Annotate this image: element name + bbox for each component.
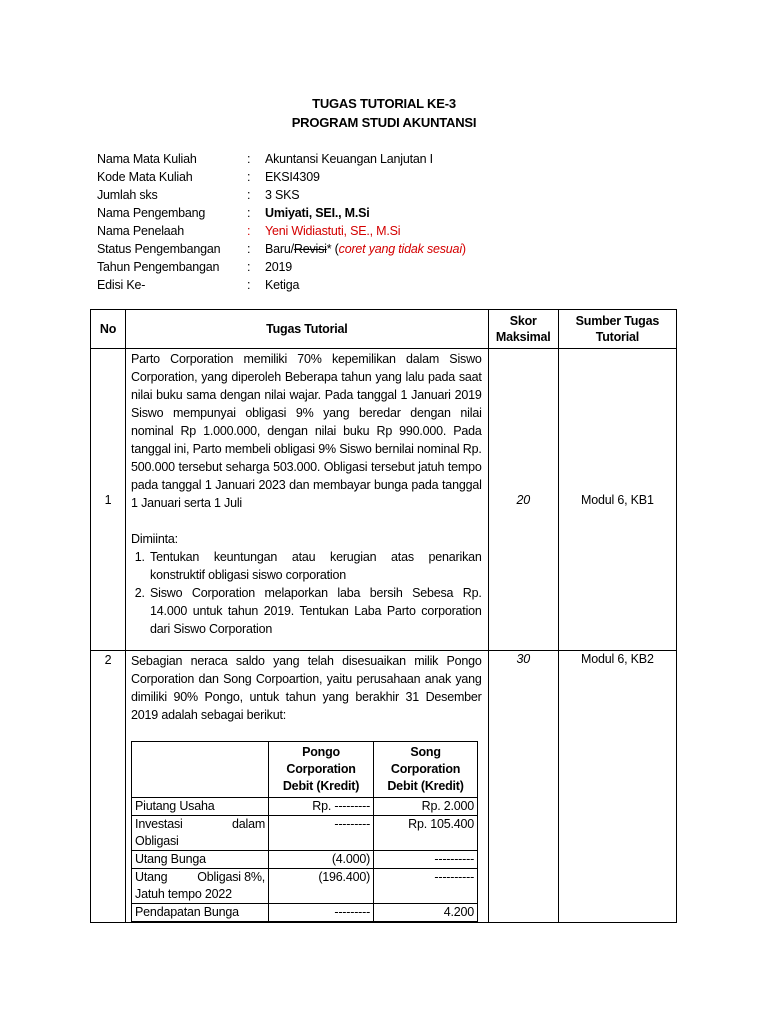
table-row	[132, 904, 478, 922]
pongo-value: ---------	[269, 816, 374, 851]
status-note: coret yang tidak sesuai	[338, 242, 462, 256]
table-row	[132, 798, 478, 816]
info-label: Jumlah sks	[97, 188, 158, 202]
status-revision-struck: Revisi	[293, 242, 327, 256]
account-label-part: Obligasi 8%,	[197, 870, 266, 884]
task-ask: Dimiinta:	[131, 532, 178, 546]
account-label	[132, 869, 269, 904]
table-row	[91, 651, 677, 923]
info-row-course-code	[97, 168, 466, 186]
info-label: Nama Pengembang	[97, 206, 206, 220]
task-paragraph: Parto Corporation memiliki 70% kepemilikan dalam Siswo Corporation, yang diperoleh Beberapa tahun yang lalu pada saat nilai buku sama dengan nilai wajar. Pada tanggal 1 Januari 2019 Siswo mempunyai obligasi 9% yang beredar dengan nilai nominal Rp 1.000.000, dengan nilai buku Rp 990.000. Pada tanggal ini, Parto membeli obligasi 9% Siswo bernilai nominal Rp. 500.000 tersebut seharga 503.000. Obligasi tersebut jatuh tempo pada tanggal 1 Januari 2023 dan membayar bunga pada tanggal 1 Januari serta 1 Juli	[131, 352, 482, 510]
score-cell: 30	[488, 651, 558, 923]
account-label-part: Jatuh tempo 2022	[135, 887, 232, 901]
status-close: )	[461, 242, 466, 256]
song-value: Rp. 105.400	[374, 816, 478, 851]
tutorial-table	[90, 309, 677, 923]
task-paragraph: Sebagian neraca saldo yang telah disesuaikan milik Pongo Corporation dan Song Corpoartion, yaitu perusahaan anak yang dimiliki 90% Pongo, untuk tahun yang berakhir 31 Desember 2019 adalah sebagai berikut:	[131, 654, 482, 722]
header-title: TUGAS TUTORIAL KE-3	[312, 96, 456, 111]
document-header	[0, 94, 768, 132]
info-row-sks	[97, 186, 466, 204]
info-colon: :	[247, 224, 251, 238]
info-colon: :	[247, 242, 251, 256]
info-value	[265, 240, 466, 258]
info-value: EKSI4309	[265, 170, 320, 184]
header-task: Tugas Tutorial	[126, 310, 489, 349]
info-value: Akuntansi Keuangan Lanjutan I	[265, 152, 433, 166]
task-cell	[126, 651, 489, 923]
trial-balance-table	[131, 741, 478, 922]
account-label: Pendapatan Bunga	[132, 904, 269, 922]
info-row-status	[97, 240, 466, 258]
info-colon: :	[247, 260, 251, 274]
row-number: 2	[91, 651, 126, 923]
info-label: Edisi Ke-	[97, 278, 146, 292]
account-label	[132, 816, 269, 851]
info-label: Tahun Pengembangan	[97, 260, 220, 274]
info-row-edition	[97, 276, 466, 294]
header-subtitle: PROGRAM STUDI AKUNTANSI	[291, 115, 477, 130]
status-new: Baru/	[265, 242, 294, 256]
header-no: No	[91, 310, 126, 349]
info-value: 2019	[265, 260, 293, 274]
status-separator: * (	[326, 242, 339, 256]
info-row-developer	[97, 204, 466, 222]
song-value: ----------	[374, 869, 478, 904]
info-row-course-name	[97, 150, 466, 168]
table-header-row	[91, 310, 677, 349]
info-label: Status Pengembangan	[97, 242, 221, 256]
list-item: 1. Tentukan keuntungan atau kerugian atas penarikan konstruktif obligasi siswo corporation	[148, 548, 482, 584]
row-number: 1	[91, 349, 126, 651]
info-value: 3 SKS	[265, 188, 300, 202]
account-label-part: Obligasi	[135, 834, 179, 848]
info-label: Kode Mata Kuliah	[97, 170, 193, 184]
song-value: ----------	[374, 851, 478, 869]
song-value: 4.200	[374, 904, 478, 922]
source-cell: Modul 6, KB2	[558, 651, 676, 923]
account-label-part: Investasi	[135, 817, 183, 831]
account-label-part: Utang	[135, 870, 168, 884]
source-cell: Modul 6, KB1	[558, 349, 676, 651]
task-cell	[126, 349, 489, 651]
pongo-value: Rp. ---------	[269, 798, 374, 816]
info-colon: :	[247, 206, 251, 220]
account-label: Piutang Usaha	[132, 798, 269, 816]
course-info	[97, 150, 466, 294]
table-row	[132, 869, 478, 904]
table-row	[132, 851, 478, 869]
inner-header-row	[132, 742, 478, 798]
account-label: Utang Bunga	[132, 851, 269, 869]
inner-header-pongo: Pongo Corporation Debit (Kredit)	[269, 742, 374, 798]
header-score: Skor Maksimal	[488, 310, 558, 349]
song-value: Rp. 2.000	[374, 798, 478, 816]
info-label: Nama Penelaah	[97, 224, 185, 238]
info-label: Nama Mata Kuliah	[97, 152, 197, 166]
list-item: 2. Siswo Corporation melaporkan laba bersih Sebesa Rp. 14.000 untuk tahun 2019. Tentukan Laba Parto corporation dari Siswo Corporation	[148, 584, 482, 638]
info-colon: :	[247, 188, 251, 202]
inner-header-blank	[132, 742, 269, 798]
info-value: Umiyati, SEI., M.Si	[265, 206, 370, 220]
info-row-reviewer	[97, 222, 466, 240]
info-colon: :	[247, 170, 251, 184]
task-list	[131, 548, 482, 638]
table-row	[91, 349, 677, 651]
score-cell: 20	[488, 349, 558, 651]
info-colon: :	[247, 152, 251, 166]
account-label-part: dalam	[232, 817, 266, 831]
header-source: Sumber Tugas Tutorial	[558, 310, 676, 349]
info-colon: :	[247, 278, 251, 292]
pongo-value: (196.400)	[269, 869, 374, 904]
info-value: Yeni Widiastuti, SE., M.Si	[265, 224, 401, 238]
info-row-year	[97, 258, 466, 276]
table-row	[132, 816, 478, 851]
pongo-value: (4.000)	[269, 851, 374, 869]
pongo-value: ---------	[269, 904, 374, 922]
info-value: Ketiga	[265, 278, 300, 292]
inner-header-song: Song Corporation Debit (Kredit)	[374, 742, 478, 798]
